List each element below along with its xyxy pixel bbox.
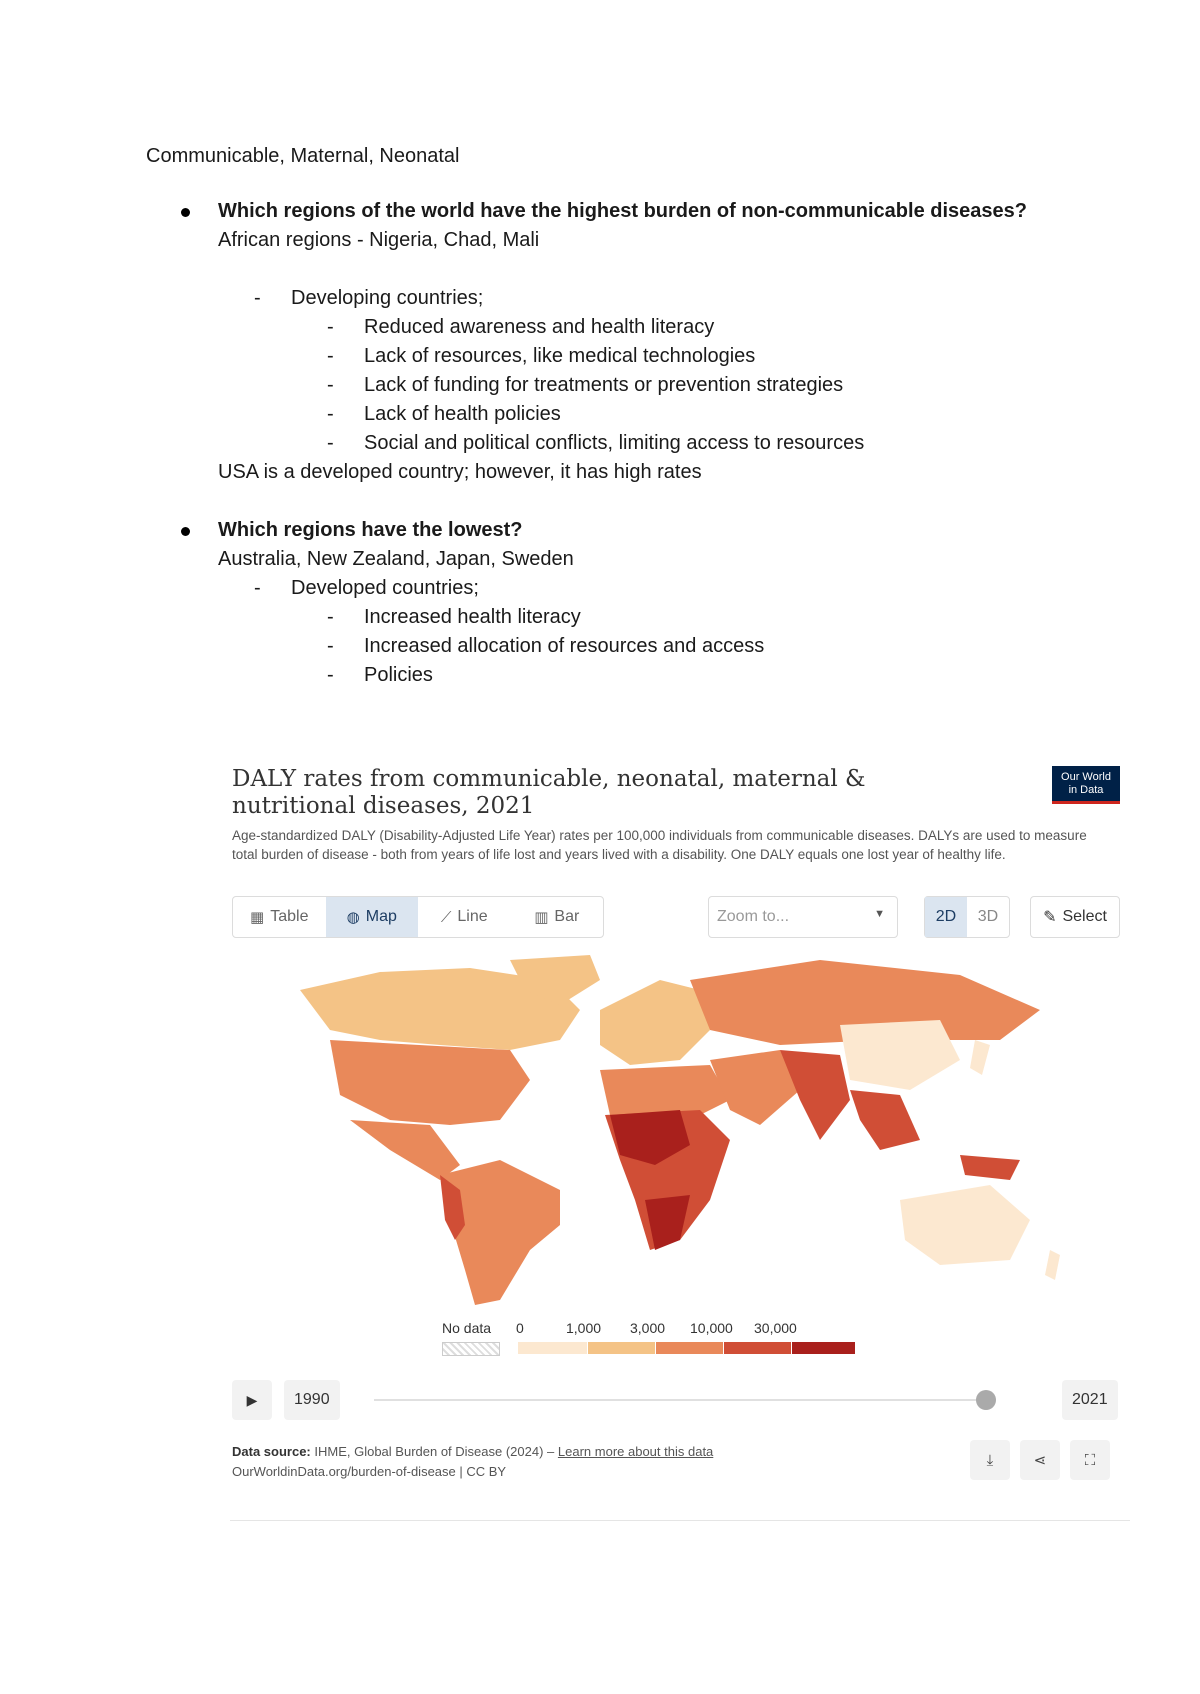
list-item: - Policies — [327, 664, 433, 686]
list-item: - Lack of health policies — [327, 403, 561, 425]
document-body — [146, 142, 1046, 690]
map-region-europe[interactable] — [600, 980, 710, 1065]
map-region-mexico[interactable] — [350, 1120, 460, 1180]
map-region-new-zealand[interactable] — [1045, 1250, 1060, 1280]
source-url: OurWorldinData.org/burden-of-disease | CC BY — [232, 1464, 507, 1479]
map-region-north-africa[interactable] — [600, 1065, 730, 1115]
share-icon: ⋖ — [1033, 1452, 1047, 1469]
download-icon: ⤓ — [986, 1451, 994, 1469]
scale-bin — [656, 1342, 724, 1354]
legend-tick: 1,000 — [566, 1320, 602, 1336]
toggle-3d[interactable]: 3D — [977, 908, 999, 925]
line-chart-icon: ⟋ — [440, 908, 452, 926]
chart-subtitle: Age-standardized DALY (Disability-Adjusted Life Year) rates per 100,000 individuals from communicable diseases. DALYs are used to measure total burden of disease - both from years of life lost and years lived with a disability. One DALY equals one lost year of healthy life. — [232, 828, 1087, 862]
map-region-china[interactable] — [840, 1020, 960, 1090]
list-item: - Developing countries; — [254, 287, 484, 309]
owid-logo[interactable]: Our World in Data — [1052, 766, 1120, 804]
owid-chart-embed — [230, 760, 1130, 1521]
bar-chart-icon: ▥ — [534, 909, 549, 926]
pencil-icon: ✎ — [1043, 909, 1057, 926]
list-item: - Increased allocation of resources and access — [327, 635, 765, 657]
color-scale — [518, 1342, 856, 1354]
bullet-dot — [181, 208, 190, 217]
start-year[interactable]: 1990 — [284, 1380, 340, 1420]
list-item: - Lack of resources, like medical technologies — [327, 345, 756, 367]
list-item: - Developed countries; — [254, 577, 479, 599]
fullscreen-icon: ⛶ — [1084, 1451, 1096, 1469]
chart-title: DALY rates from communicable, neonatal, maternal & nutritional diseases, 2021 — [232, 766, 866, 819]
tab-line[interactable]: ⟋ Line — [440, 908, 488, 926]
bullet-dot — [181, 527, 190, 536]
map-region-usa[interactable] — [330, 1040, 530, 1125]
globe-icon: ◍ — [346, 909, 360, 926]
scale-bin — [588, 1342, 656, 1354]
toggle-2d[interactable]: 2D — [925, 897, 967, 937]
timeline — [232, 1380, 1122, 1420]
source-footer: Data source: IHME, Global Burden of Disease (2024) – Learn more about this data OurWorldinData.org/burden-of-disease | CC BY — [232, 1442, 713, 1482]
list-item: - Increased health literacy — [327, 606, 581, 628]
scale-bin — [792, 1342, 856, 1354]
no-data-label: No data — [442, 1320, 492, 1336]
scale-bin — [518, 1342, 588, 1354]
select-button[interactable]: ✎ Select — [1030, 896, 1120, 938]
world-map[interactable] — [260, 950, 1100, 1310]
map-region-australia[interactable] — [900, 1185, 1030, 1265]
share-button[interactable] — [1020, 1440, 1060, 1480]
play-icon: ▶ — [246, 1391, 258, 1408]
question-2-text: Which regions have the lowest? — [218, 519, 523, 541]
dimension-toggle — [924, 896, 1010, 938]
zoom-select[interactable]: Zoom to... ▼ — [708, 896, 898, 938]
timeline-handle[interactable] — [976, 1390, 996, 1410]
section-heading: Communicable, Maternal, Neonatal — [146, 145, 460, 167]
table-icon: ▦ — [250, 909, 265, 926]
note: USA is a developed country; however, it has high rates — [218, 461, 702, 483]
question-2 — [146, 516, 1046, 545]
download-button[interactable] — [970, 1440, 1010, 1480]
learn-more-link[interactable]: Learn more about this data — [557, 1444, 714, 1459]
list-item: - Reduced awareness and health literacy — [327, 316, 715, 338]
scale-bin — [724, 1342, 792, 1354]
legend-tick: 10,000 — [690, 1320, 733, 1336]
tab-table[interactable]: ▦ Table — [250, 908, 309, 926]
answer-1: African regions - Nigeria, Chad, Mali — [218, 229, 540, 251]
timeline-track[interactable] — [374, 1399, 984, 1401]
tab-bar[interactable]: ▥ Bar — [534, 908, 580, 926]
fullscreen-button[interactable] — [1070, 1440, 1110, 1480]
tab-map[interactable]: ◍ Map — [326, 897, 419, 937]
play-button[interactable] — [232, 1380, 272, 1420]
legend-tick: 30,000 — [754, 1320, 797, 1336]
end-year[interactable]: 2021 — [1062, 1380, 1118, 1420]
question-1-text: Which regions of the world have the highest burden of non-communicable diseases? — [218, 200, 1027, 222]
map-region-japan[interactable] — [970, 1040, 990, 1075]
map-legend — [442, 1320, 862, 1360]
question-1 — [146, 197, 1046, 226]
legend-tick: 3,000 — [630, 1320, 666, 1336]
list-item: - Social and political conflicts, limiting access to resources — [327, 432, 865, 454]
legend-tick: 0 — [516, 1320, 524, 1336]
map-region-papua[interactable] — [960, 1155, 1020, 1180]
answer-2: Australia, New Zealand, Japan, Sweden — [218, 548, 574, 570]
no-data-swatch — [442, 1342, 500, 1356]
map-region-southeast-asia[interactable] — [850, 1090, 920, 1150]
list-item: - Lack of funding for treatments or prevention strategies — [327, 374, 844, 396]
view-tabs — [232, 896, 604, 938]
chevron-down-icon: ▼ — [874, 908, 885, 920]
